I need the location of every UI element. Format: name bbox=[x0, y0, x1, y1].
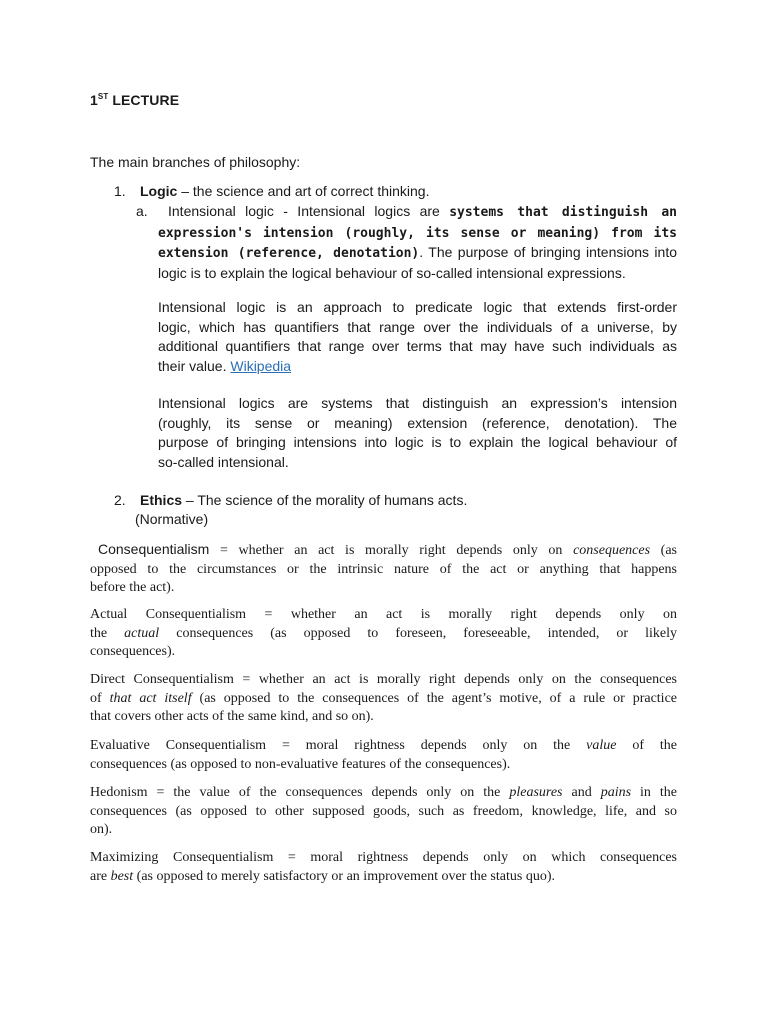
text-run: in the bbox=[631, 785, 678, 800]
definition-logic: – the science and art of correct thinking. bbox=[177, 183, 430, 199]
text-line: logic is to explain the logical behaviour of so-called intensional expressions. bbox=[158, 264, 626, 281]
text-line: so-called intensional. bbox=[158, 453, 289, 470]
text-run: their value. bbox=[158, 357, 231, 374]
title-superscript: ST bbox=[97, 92, 109, 101]
text-run: Consequentialism bbox=[98, 541, 210, 557]
intensional-logic-approach bbox=[158, 298, 677, 376]
text-line bbox=[90, 690, 677, 709]
text-line bbox=[90, 625, 677, 644]
text-line: consequences (as opposed to non-evaluative features of the consequences). bbox=[90, 756, 511, 772]
text-line: additional quantifiers that range over terms that may have such individuals as bbox=[158, 338, 677, 354]
text-line bbox=[90, 540, 677, 561]
text-run: (as opposed to merely satisfactory or an improvement over the status quo). bbox=[133, 868, 555, 884]
intensional-logic-definition bbox=[158, 202, 677, 283]
paragraph-actual-consequentialism bbox=[90, 606, 677, 662]
text-run: of the bbox=[616, 738, 677, 753]
text-run: (as opposed to the consequences of the agent’s motive, of a rule or practice bbox=[191, 690, 678, 706]
text-run: (as bbox=[650, 543, 678, 558]
text-line: Intensional logic is an approach to predicate logic that extends first-order bbox=[158, 299, 677, 315]
italic-run: consequences bbox=[573, 543, 651, 558]
text-line: Direct Consequentialism = whether an act is morally right depends only on the consequences bbox=[90, 672, 677, 687]
text-line: (roughly, its sense or meaning) extension (reference, denotation). The bbox=[158, 414, 677, 431]
intensional-logic-systems bbox=[158, 394, 677, 472]
text-run: Hedonism = the value of the consequences depends only on the bbox=[90, 785, 510, 800]
bold-run: systems that distinguish an bbox=[449, 205, 677, 220]
wikipedia-link[interactable]: Wikipedia bbox=[230, 357, 292, 374]
text-line bbox=[90, 868, 677, 887]
text-line: purpose of bringing intensions into logic is to explain the logical behaviour of bbox=[158, 434, 677, 450]
text-line: Intensional logics are systems that distinguish an expression’s intension bbox=[158, 395, 677, 411]
title-number: 1 bbox=[90, 92, 98, 108]
text-run: are bbox=[90, 868, 111, 884]
italic-run: value bbox=[586, 738, 617, 753]
intro-text: The main branches of philosophy: bbox=[90, 154, 301, 170]
text-line: that covers other acts of the same kind, and so on). bbox=[90, 709, 374, 724]
term-ethics: Ethics bbox=[140, 492, 183, 508]
text-run: the bbox=[90, 625, 125, 641]
text-line: consequences (as opposed to other supposed goods, such as freedom, knowledge, life, and so bbox=[90, 803, 677, 819]
paragraph-maximizing-consequentialism bbox=[90, 849, 677, 886]
text-line: Maximizing Consequentialism = moral rightness depends only on which consequences bbox=[90, 850, 677, 865]
text-line: before the act). bbox=[90, 580, 175, 595]
text-run: Intensional logic - Intensional logics are bbox=[168, 203, 450, 219]
ethics-note: (Normative) bbox=[135, 511, 209, 527]
italic-run: best bbox=[110, 868, 134, 884]
text-line bbox=[90, 737, 677, 756]
definition-ethics: – The science of the morality of humans acts. bbox=[182, 492, 468, 508]
list-number-1: 1. bbox=[114, 183, 126, 199]
text-line: logic, which has quantifiers that range over the individuals of a universe, by bbox=[158, 318, 677, 335]
text-run: Evaluative Consequentialism = moral rightness depends only on the bbox=[90, 738, 587, 753]
text-run: and bbox=[562, 785, 601, 800]
bold-run: expression's intension (roughly, its sense or meaning) from its bbox=[158, 225, 677, 241]
text-line bbox=[90, 784, 677, 803]
title-text: LECTURE bbox=[108, 92, 180, 108]
sub-list-label-a: a. bbox=[136, 203, 148, 219]
paragraph-evaluative-consequentialism bbox=[90, 737, 677, 774]
page-title bbox=[90, 92, 179, 108]
text-run: . The purpose of bringing intensions into bbox=[419, 244, 678, 260]
paragraph-hedonism bbox=[90, 784, 677, 840]
text-line: opposed to the circumstances or the intrinsic nature of the act or anything that happens bbox=[90, 561, 677, 577]
text-run: of bbox=[90, 690, 110, 706]
italic-run: pleasures bbox=[509, 785, 563, 800]
text-line: Actual Consequentialism = whether an act is morally right depends only on bbox=[90, 607, 677, 622]
list-number-2: 2. bbox=[114, 492, 126, 508]
italic-run: actual bbox=[124, 625, 160, 641]
text-line bbox=[158, 202, 677, 223]
list-item-ethics bbox=[140, 491, 467, 511]
paragraph-consequentialism bbox=[90, 540, 677, 598]
text-line bbox=[158, 357, 677, 377]
term-logic: Logic bbox=[140, 183, 178, 199]
paragraph-direct-consequentialism bbox=[90, 671, 677, 727]
list-item-logic bbox=[140, 182, 429, 202]
text-line bbox=[158, 223, 677, 244]
text-line bbox=[158, 243, 677, 264]
italic-run: that act itself bbox=[109, 690, 192, 706]
text-run: = whether an act is morally right depends only on bbox=[209, 543, 574, 558]
italic-run: pains bbox=[600, 785, 632, 800]
text-line: consequences). bbox=[90, 644, 176, 659]
bold-run: extension (reference, denotation) bbox=[158, 246, 420, 261]
text-line: on). bbox=[90, 822, 113, 837]
text-run: consequences (as opposed to foreseen, foreseeable, intended, or likely bbox=[159, 625, 677, 641]
